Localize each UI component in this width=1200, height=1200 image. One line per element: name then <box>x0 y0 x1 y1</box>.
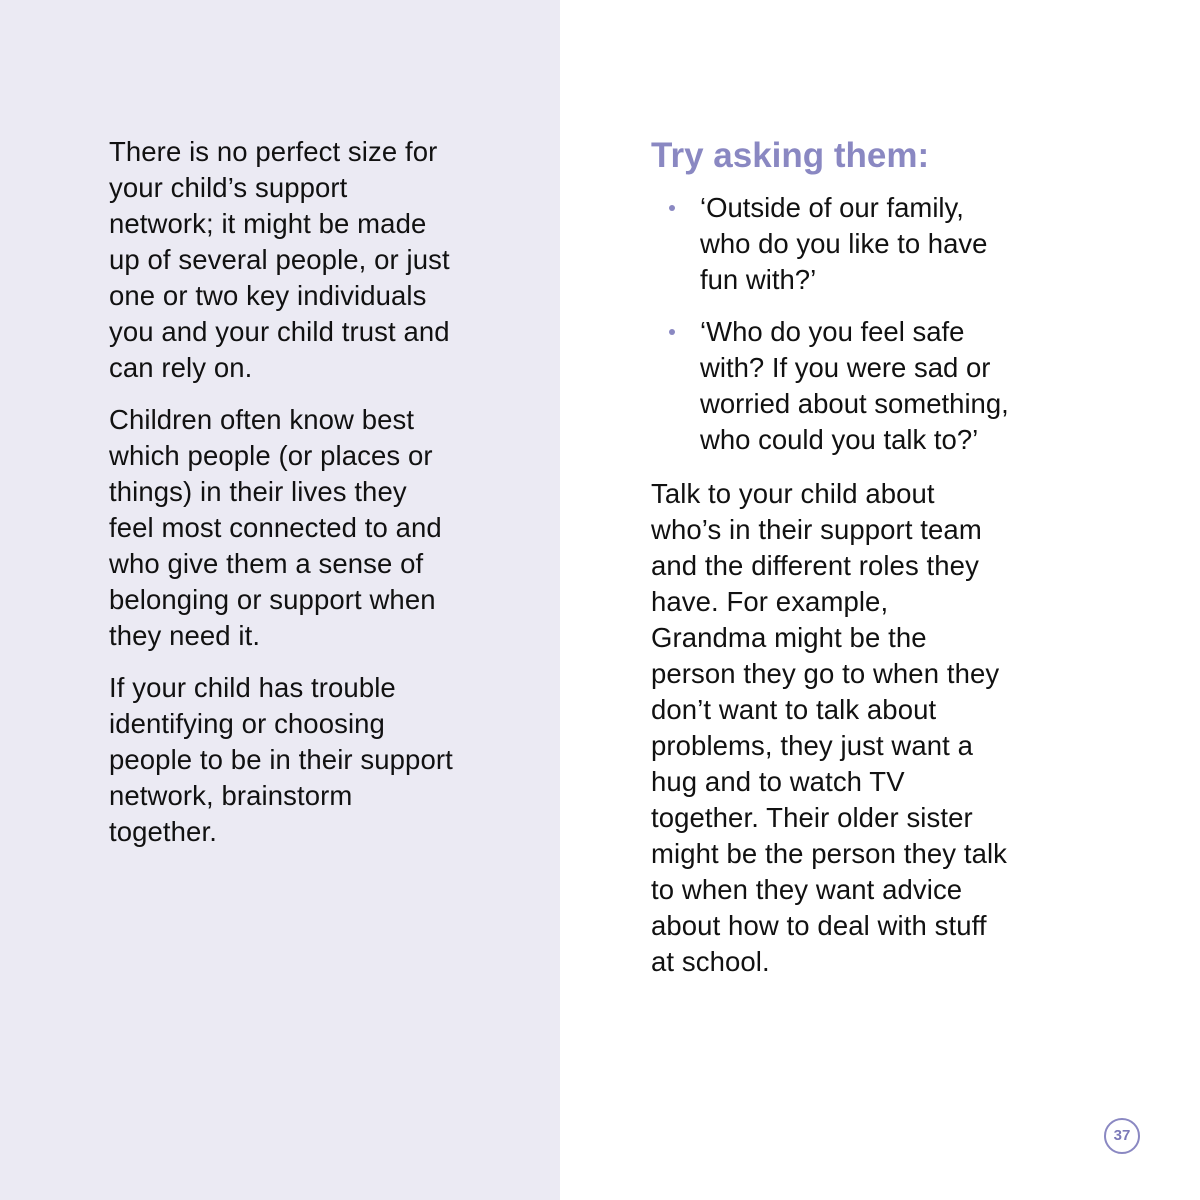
question-list <box>651 190 1011 458</box>
paragraph-brainstorm: If your child has trouble identifying or choosing people to be in their support network, brainstorm together. <box>109 672 453 847</box>
paragraph-children-know-best: Children often know best which people (or places or things) in their lives they feel most connected to and who give them a sense of belonging or support when they need it. <box>109 404 442 651</box>
paragraph-support-network-size: There is no perfect size for your child’s support network; it might be made up of several people, or just one or two key individuals you and your child trust and can rely on. <box>109 136 450 383</box>
paragraph-support-team-roles: Talk to your child about who’s in their support team and the different roles they have. For example, Grandma might be the person they go to when they don’t want to talk about problems, they just want a hug and to watch TV together. Their older sister might be the person they talk to when they want advice about how to deal with stuff at school. <box>651 478 1008 977</box>
list-item <box>651 190 1011 298</box>
list-item <box>651 314 1011 458</box>
question-text: ‘Outside of our family, who do you like to have fun with?’ <box>700 192 988 295</box>
left-column <box>109 134 459 866</box>
section-heading: Try asking them: <box>651 136 930 175</box>
bullet-icon <box>669 329 675 335</box>
right-column <box>651 134 1011 996</box>
question-text: ‘Who do you feel safe with? If you were sad or worried about something, who could you talk to?’ <box>700 316 1009 455</box>
bullet-icon <box>669 205 675 211</box>
left-panel <box>0 0 560 1200</box>
page-number-badge: 37 <box>1104 1118 1140 1154</box>
